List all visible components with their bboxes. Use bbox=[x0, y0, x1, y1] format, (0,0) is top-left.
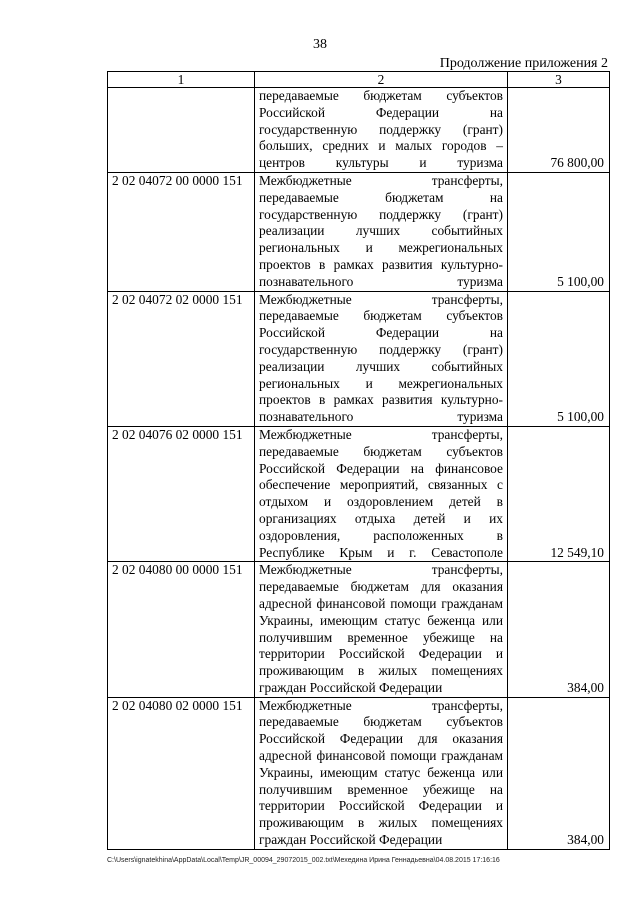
row-amount: 384,00 bbox=[508, 697, 610, 849]
row-description: Межбюджетные трансферты, передаваемые бюджетам на государственную поддержку (грант) реализации лучших событийных региональных и межрегиональных проектов в рамках развития культурно-познавательного туризма bbox=[255, 172, 508, 291]
appendix-table bbox=[107, 71, 610, 850]
row-description: Межбюджетные трансферты, передаваемые бюджетам субъектов Российской Федерации на финансовое обеспечение мероприятий, связанных с отдыхом и оздоровлением детей в организациях отдыха детей и их оздоровления, расположенных в Республике Крым и г. Севастополе bbox=[255, 426, 508, 561]
row-description: передаваемые бюджетам субъектов Российской Федерации на государственную поддержку (грант) больших, средних и малых городов – центров культуры и туризма bbox=[255, 88, 508, 173]
row-amount: 384,00 bbox=[508, 562, 610, 697]
table-row bbox=[108, 426, 610, 561]
header-col-2: 2 bbox=[255, 72, 508, 88]
file-path-footer: C:\Users\ignatekhina\AppData\Local\Temp\JR_00094_29072015_002.txt\Мехедина Ирина Геннадьевна\04.08.2015 17:16:16 bbox=[107, 857, 500, 864]
row-code: 2 02 04080 02 0000 151 bbox=[108, 697, 255, 849]
row-code: 2 02 04076 02 0000 151 bbox=[108, 426, 255, 561]
table-row bbox=[108, 291, 610, 426]
header-col-1: 1 bbox=[108, 72, 255, 88]
row-code: 2 02 04072 02 0000 151 bbox=[108, 291, 255, 426]
row-amount: 5 100,00 bbox=[508, 291, 610, 426]
table-row bbox=[108, 562, 610, 697]
row-amount: 5 100,00 bbox=[508, 172, 610, 291]
table-row bbox=[108, 697, 610, 849]
table-row bbox=[108, 88, 610, 173]
row-code: 2 02 04072 00 0000 151 bbox=[108, 172, 255, 291]
row-amount: 12 549,10 bbox=[508, 426, 610, 561]
row-amount: 76 800,00 bbox=[508, 88, 610, 173]
header-col-3: 3 bbox=[508, 72, 610, 88]
row-code bbox=[108, 88, 255, 173]
row-code: 2 02 04080 00 0000 151 bbox=[108, 562, 255, 697]
row-description: Межбюджетные трансферты, передаваемые бюджетам для оказания адресной финансовой помощи гражданам Украины, имеющим статус беженца или получившим временное убежище на территории Российской Федерации и проживающим в жилых помещениях граждан Российской Федерации bbox=[255, 562, 508, 697]
row-description: Межбюджетные трансферты, передаваемые бюджетам субъектов Российской Федерации на государственную поддержку (грант) реализации лучших событийных региональных и межрегиональных проектов в рамках развития культурно-познавательного туризма bbox=[255, 291, 508, 426]
page-number: 38 bbox=[313, 37, 327, 52]
table-header-row bbox=[108, 72, 610, 88]
row-description: Межбюджетные трансферты, передаваемые бюджетам субъектов Российской Федерации для оказания адресной финансовой помощи гражданам Украины, имеющим статус беженца или получившим временное убежище на территории Российской Федерации и проживающим в жилых помещениях граждан Российской Федерации bbox=[255, 697, 508, 849]
table-row bbox=[108, 172, 610, 291]
continuation-label: Продолжение приложения 2 bbox=[439, 56, 608, 71]
